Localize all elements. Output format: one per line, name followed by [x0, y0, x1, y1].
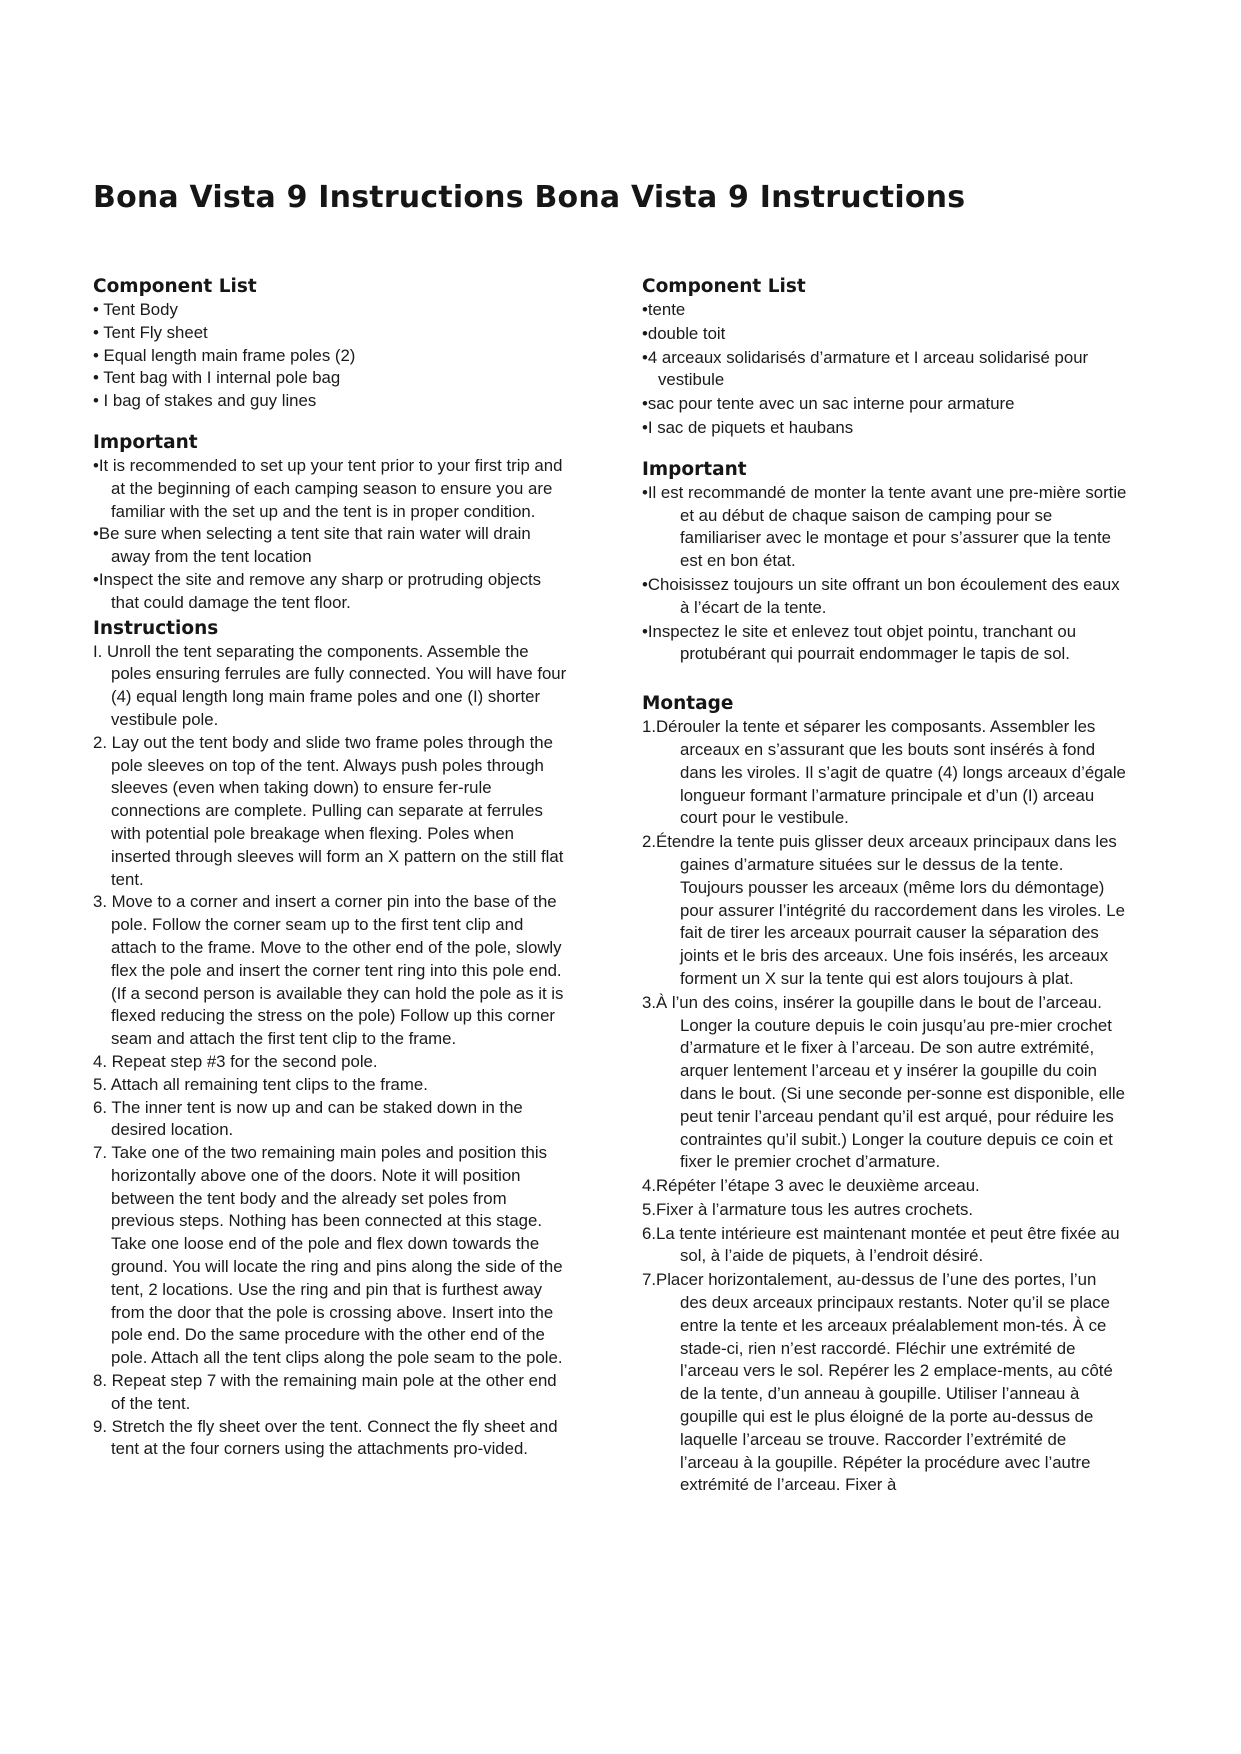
list-item: • Equal length main frame poles (2) [93, 345, 356, 365]
list-item: • Tent Body [93, 300, 178, 319]
list-item: •double toit [642, 323, 726, 343]
component-list-heading: Component List [93, 276, 257, 297]
list-item: •I sac de piquets et haubans [642, 417, 854, 437]
list-item: 2. Lay out the tent body and slide two frame poles through the pole sleeves on top of the tent. Always push poles through sleeves (even when taking down) to ensure fer-rule connections are complete. Pulling can separate at ferrules with potential pole breakage when flexing. Poles when inserted through sleeves will form an X pattern on the still flat tent. [93, 732, 564, 889]
list-item: 7. Take one of the two remaining main poles and position this horizontally above one of the doors. Note it will position between the tent body and the already set poles from previous steps. Nothing has been connected at this stage. Take one loose end of the pole and flex down towards the ground. You will locate the ring and pins along the side of the tent, 2 locations. Use the ring and pin that is furthest away from the door that the pole is crossing above. Insert into the pole end. Do the same procedure with the other end of the pole. Attach all the tent clips along the pole seam to the pole. [93, 1143, 563, 1368]
list-item: 3. Move to a corner and insert a corner pin into the base of the pole. Follow the corner seam up to the first tent clip and attach to the frame. Move to the other end of the pole, slowly flex the pole and insert the corner tent ring into this pole end. (If a second person is available they can hold the pole as it is flexed reducing the stress on the pole) Follow up this corner seam and attach the first tent clip to the frame. [93, 892, 564, 1049]
list-item: •Il est recommandé de monter la tente avant une pre-mière sortie et au début de chaque saison de camping pour se familiariser avec le montage et pour s’assurer que la tente est en bon état. [642, 482, 1127, 571]
important-heading: Important [93, 431, 198, 453]
list-item: 8. Repeat step 7 with the remaining main pole at the other end of the tent. [93, 1371, 557, 1413]
list-item: 7.Placer horizontalement, au-dessus de l’une des portes, l’un des deux arceaux principaux restants. Noter qu’il se place entre la tente et les arceaux préalablement mon-tés. À ce stade-ci, rien n’est raccordé. Fléchir une extrémité de l’arceau vers le sol. Repérer les 2 emplace-ments, au côté de la tente, d’un anneau à goupille. Utiliser l’anneau à goupille qui est le plus éloigné de la porte au-dessus de laquelle l’arceau se trouve. Raccorder l’extrémité de l’arceau à la goupille. Répéter la procédure avec l’autre extrémité de l’arceau. Fixer à [642, 1270, 1113, 1495]
english-column [93, 275, 573, 1461]
list-item: •It is recommended to set up your tent prior to your first trip and at the beginning of each camping season to ensure you are familiar with the set up and the tent is in proper condition. [93, 455, 563, 521]
important-list-fr [642, 482, 1127, 666]
list-item: 3.À l’un des coins, insérer la goupille dans le bout de l’arceau. Longer la couture depuis le coin jusqu’au pre-mier crochet d’armature et le fixer à l’arceau. De son autre extrémité, arquer lentement l’arceau et y insérer la goupille du coin dans le bout. (Si une seconde per-sonne est disponible, elle peut tenir l’arceau pendant qu’il est arqué, pour réduire les contraintes qu’il subit.) Longer la couture depuis ce coin et fixer le premier crochet d’armature. [642, 992, 1125, 1172]
list-item: • Tent bag with I internal pole bag [93, 368, 341, 388]
list-item: •Be sure when selecting a tent site that rain water will drain away from the tent location [93, 524, 531, 567]
component-list-fr [642, 299, 1127, 440]
list-item: 6. The inner tent is now up and can be staked down in the desired location. [93, 1097, 523, 1140]
important-heading-fr: Important [642, 458, 747, 480]
list-item: •tente [642, 300, 686, 319]
montage-steps [642, 716, 1127, 1497]
list-item: 2.Étendre la tente puis glisser deux arceaux principaux dans les gaines d’armature situées sur le dessus de la tente. Toujours pousser les arceaux (même lors du démontage) pour assurer l’intégrité du raccordement dans les viroles. Le fait de tirer les arceaux pourrait causer la séparation des joints et le bris des arceaux. Une fois insérés, les arceaux forment un X sur la tente qui est alors toujours à plat. [642, 832, 1125, 988]
page-title: Bona Vista 9 Instructions Bona Vista 9 Instructions [93, 180, 966, 215]
list-item: 9. Stretch the fly sheet over the tent. Connect the fly sheet and tent at the four corners using the attachments pro-vided. [93, 1416, 558, 1459]
montage-heading: Montage [642, 693, 734, 715]
important-list [93, 455, 573, 615]
component-list [93, 299, 573, 413]
french-column [642, 275, 1127, 1498]
list-item: I. Unroll the tent separating the components. Assemble the poles ensuring ferrules are fully connected. You will have four (4) equal length long main frame poles and one (I) shorter vestibule pole. [93, 641, 567, 729]
list-item: 5.Fixer à l’armature tous les autres crochets. [642, 1199, 974, 1219]
list-item: • Tent Fly sheet [93, 322, 208, 342]
list-item: • I bag of stakes and guy lines [93, 391, 317, 411]
instruction-steps [93, 641, 573, 1462]
list-item: 1.Dérouler la tente et séparer les composants. Assembler les arceaux en s’assurant que les bouts sont insérés à fond dans les viroles. Il s’agit de quatre (4) longs arceaux d’égale longueur formant l’armature principale et d’un (I) arceau court pour le vestibule. [642, 717, 1126, 828]
list-item: •sac pour tente avec un sac interne pour armature [642, 394, 1015, 414]
list-item: 5. Attach all remaining tent clips to the frame. [93, 1074, 428, 1094]
list-item: •Choisissez toujours un site offrant un bon écoulement des eaux à l’écart de la tente. [642, 574, 1120, 617]
list-item: •4 arceaux solidarisés d’armature et I arceau solidarisé pour vestibule [642, 347, 1089, 390]
list-item: •Inspect the site and remove any sharp or protruding objects that could damage the tent floor. [93, 569, 542, 612]
instructions-heading: Instructions [93, 617, 219, 639]
list-item: 4.Répéter l’étape 3 avec le deuxième arceau. [642, 1176, 980, 1196]
list-item: •Inspectez le site et enlevez tout objet pointu, tranchant ou protubérant qui pourrait endommager le tapis de sol. [642, 621, 1077, 664]
list-item: 6.La tente intérieure est maintenant montée et peut être fixée au sol, à l’aide de piquets, à l’endroit désiré. [642, 1223, 1120, 1266]
component-list-heading-fr: Component List [642, 276, 806, 297]
list-item: 4. Repeat step #3 for the second pole. [93, 1051, 378, 1071]
